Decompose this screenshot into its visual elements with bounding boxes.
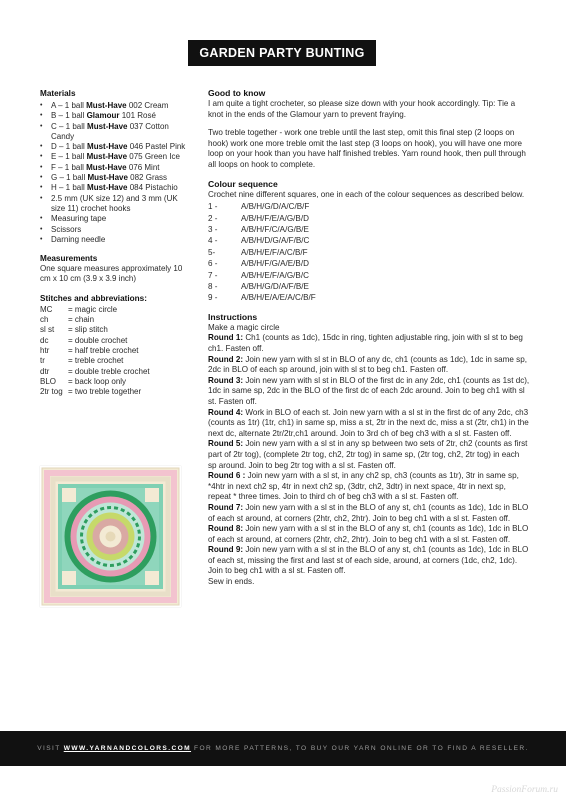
good-to-know-heading: Good to know	[208, 88, 266, 98]
colour-sequence: A/B/H/F/E/A/G/B/D	[241, 213, 309, 223]
round-label: Round 6 :	[208, 471, 246, 481]
abbreviations-heading: Stitches and abbreviations:	[40, 293, 147, 303]
colour-sequence-row	[208, 292, 316, 303]
round-label: Round 3:	[208, 375, 244, 385]
material-text: E – 1 ball	[51, 152, 87, 162]
page-title: GARDEN PARTY BUNTING	[188, 40, 376, 66]
left-column	[40, 88, 190, 397]
rounds-list	[208, 333, 530, 577]
material-item	[40, 152, 190, 162]
footer-tagline: FOR MORE PATTERNS, TO BUY OUR YARN ONLINE OR TO FIND A RESELLER.	[194, 745, 529, 752]
measurements-heading: Measurements	[40, 254, 98, 264]
material-item	[40, 235, 190, 245]
abbreviation-key: dc	[40, 335, 49, 345]
colour-sequence: A/B/H/D/G/A/F/B/C	[241, 236, 310, 246]
yarn-brand: Must-Have	[87, 183, 128, 193]
colour-sequence-row	[208, 281, 316, 292]
colour-sequence-row	[208, 247, 316, 258]
round-instruction	[208, 503, 530, 524]
material-text: D – 1 ball	[51, 142, 88, 152]
material-text: 2.5 mm (UK size 12) and 3 mm (UK size 11) crochet hooks	[51, 193, 178, 213]
colour-sequence-row	[208, 224, 316, 235]
round-text: Join new yarn with a sl st in any sp between two sets of 2tr, ch2 (counts as first part of 2tr tog), (complete 2tr tog, ch2, 2tr tog) in same sp, (2tr tog, ch2, 2tr tog) in each sp around. Join to beg 2tr tog with a sl st. Fasten off.	[208, 439, 528, 470]
colour-sequence-table	[208, 201, 316, 304]
footer-visit-text: VISIT	[37, 745, 61, 752]
material-item	[40, 122, 190, 143]
colour-sequence: A/B/H/E/A/E/A/C/B/F	[241, 293, 316, 303]
round-label: Round 5:	[208, 439, 244, 449]
yarn-colour: 046 Pastel Pink	[127, 142, 186, 152]
round-instruction	[208, 524, 530, 545]
round-label: Round 2:	[208, 354, 244, 364]
abbreviation-meaning: = chain	[68, 315, 95, 325]
round-text: Join new yarn with sl st in BLO of any dc, ch1 (counts as 1dc), 1dc in same sp, 2dc in BLO of each sp around, join with sl st to beg ch1. Fasten off.	[208, 354, 527, 375]
good-to-know-tip: I am quite a tight crocheter, so please size down with your hook accordingly. Tip: Tie a knot in the ends of the Glamour yarn to prevent fraying.	[208, 99, 516, 119]
square-number: 8 -	[208, 282, 218, 291]
abbreviation-row	[40, 387, 150, 397]
yarn-colour: 082 Grass	[127, 173, 168, 183]
colour-sequence: A/B/H/G/D/A/F/B/E	[241, 282, 309, 291]
round-text: Work in BLO of each st. Join new yarn with a sl st in the first dc of any 2dc, ch3 (counts as 1tr) (1tr, ch1) in same sp, miss a st, 2tr in the next dc, miss a st (2tr, ch1) in the next dc, alternate 2tr/2tr,ch1 around. Join to 3rd ch of beg ch3 with a sl st. Fasten off.	[208, 407, 529, 438]
abbreviation-key: tr	[40, 356, 45, 366]
material-text: F – 1 ball	[51, 162, 87, 172]
round-label: Round 7:	[208, 502, 244, 512]
two-treble-together-note: Two treble together - work one treble until the last step, omit this final step (2 loops on hook) work one more treble omit the last step (3 loops on hook), you will have one more loop on your hook than you have half finished trebles. Yarn round hook, then pull through all loops on hook to complete.	[208, 128, 526, 169]
colour-sequence: A/B/H/F/C/A/G/B/E	[241, 224, 309, 234]
abbreviation-row	[40, 377, 150, 387]
abbreviation-row	[40, 356, 150, 366]
material-item	[40, 142, 190, 152]
yarn-colour: 084 Pistachio	[127, 183, 178, 193]
square-number: 2 -	[208, 213, 218, 223]
square-number: 3 -	[208, 224, 218, 234]
round-label: Round 9:	[208, 545, 244, 555]
yarn-brand: Must-Have	[87, 142, 128, 152]
abbreviation-key: htr	[40, 345, 50, 355]
material-text: Scissors	[51, 224, 82, 234]
website-link[interactable]: WWW.YARNANDCOLORS.COM	[63, 745, 192, 752]
abbreviation-row	[40, 325, 150, 335]
material-text: A – 1 ball	[51, 101, 87, 110]
colour-sequence: A/B/H/G/D/A/C/B/F	[241, 202, 310, 212]
square-number: 1 -	[208, 202, 218, 212]
colour-sequence-row	[208, 258, 316, 269]
abbreviation-meaning: = two treble together	[68, 387, 142, 397]
material-item	[40, 194, 190, 215]
abbreviation-meaning: = double crochet	[68, 335, 128, 345]
yarn-brand: Glamour	[86, 111, 120, 121]
round-label: Round 8:	[208, 524, 244, 534]
square-number: 5-	[208, 247, 216, 257]
round-text: Join new yarn with a sl st in the BLO of any st, ch1 (counts as 1dc), 1dc in BLO of each st, missing the first and last st of each side, around, at corners (1dc, ch2, 1dc). Join to beg ch1 with a sl st. Fasten off.	[208, 545, 529, 576]
yarn-brand: Must-Have	[87, 173, 128, 183]
colour-sequence: A/B/H/F/G/A/E/B/D	[241, 259, 309, 269]
yarn-brand: Must-Have	[87, 121, 128, 131]
round-instruction	[208, 376, 530, 408]
footer-bar	[0, 731, 566, 766]
instructions-intro: Make a magic circle	[208, 322, 280, 332]
round-instruction	[208, 439, 530, 471]
round-instruction	[208, 545, 530, 577]
material-item	[40, 225, 190, 235]
abbreviation-row	[40, 346, 150, 356]
material-text: B – 1 ball	[51, 111, 87, 121]
abbreviations-table	[40, 305, 150, 398]
materials-heading: Materials	[40, 89, 76, 98]
abbreviation-meaning: = treble crochet	[68, 356, 124, 366]
measurements-text: One square measures approximately 10 cm x 10 cm (3.9 x 3.9 inch)	[40, 264, 183, 284]
abbreviation-row	[40, 305, 150, 315]
crochet-square-photo	[40, 466, 181, 607]
abbreviation-row	[40, 315, 150, 325]
colour-sequence-row	[208, 235, 316, 246]
square-number: 9 -	[208, 293, 218, 303]
granny-square-illustration	[40, 466, 181, 607]
material-text: C – 1 ball	[51, 121, 88, 131]
round-instruction	[208, 355, 530, 376]
material-item	[40, 163, 190, 173]
abbreviation-row	[40, 336, 150, 346]
abbreviation-key: dtr	[40, 366, 50, 376]
round-label: Round 4:	[208, 407, 244, 417]
yarn-brand: Must-Have	[86, 152, 128, 162]
round-instruction	[208, 471, 530, 503]
abbreviation-key: MC	[40, 304, 53, 314]
colour-sequence-row	[208, 270, 316, 281]
abbreviation-row	[40, 367, 150, 377]
yarn-colour: 101 Rosé	[119, 111, 156, 121]
yarn-colour: 002 Cream	[126, 101, 169, 110]
abbreviation-key: sl st	[40, 325, 55, 335]
abbreviation-meaning: = half treble crochet	[68, 345, 139, 355]
material-text: Darning needle	[51, 234, 106, 244]
colour-sequence-row	[208, 201, 316, 212]
round-text: Join new yarn with sl st in BLO of the first dc in any 2dc, ch1 (counts as 1st dc), 1dc in same sp, 2dc in the BLO of the first dc of each 2dc around. Join to beg ch1 with sl st. Fasten off.	[208, 375, 530, 406]
right-column	[208, 88, 530, 588]
material-text: Measuring tape	[51, 214, 107, 224]
abbreviation-meaning: = double treble crochet	[68, 366, 150, 376]
material-item	[40, 183, 190, 193]
instructions-outro: Sew in ends.	[208, 577, 255, 587]
round-text: Join new yarn with a sl st in the BLO of any st, ch1 (counts as 1dc), 1dc in BLO of each st around, at corners (2htr, ch2, 2htr). Join to beg ch1 with a sl st. Fasten off.	[208, 524, 529, 544]
colour-sequence: A/B/H/E/F/A/G/B/C	[241, 270, 309, 280]
abbreviation-meaning: = magic circle	[68, 304, 118, 314]
material-item	[40, 111, 190, 121]
round-text: Join new yarn with a sl st, in any ch2 sp, ch3 (counts as 1tr), 3tr in same sp, *4htr in next ch2 sp, 4tr in next ch2 sp, (3dtr, ch2, 3dtr) in next space, 4tr in next sp, repeat * three times. Join to third ch of beg ch3 with a sl st. Fasten off.	[208, 471, 519, 502]
yarn-brand: Must-Have	[86, 101, 127, 110]
yarn-colour: 037 Cotton Candy	[51, 121, 169, 141]
round-instruction	[208, 408, 530, 440]
abbreviation-meaning: = slip stitch	[68, 325, 108, 335]
material-item	[40, 214, 190, 224]
yarn-colour: 076 Mint	[126, 162, 160, 172]
round-label: Round 1:	[208, 333, 244, 343]
square-number: 6 -	[208, 259, 218, 269]
round-instruction	[208, 333, 530, 354]
abbreviation-key: BLO	[40, 376, 57, 386]
material-item	[40, 101, 190, 111]
yarn-colour: 075 Green Ice	[127, 152, 180, 162]
instructions-heading: Instructions	[208, 311, 258, 322]
materials-list	[40, 101, 190, 245]
yarn-brand: Must-Have	[86, 162, 127, 172]
colour-sequence: A/B/H/E/F/A/C/B/F	[241, 247, 308, 257]
round-text: Join new yarn with a sl st in the BLO of any st, ch1 (counts as 1dc), 1dc in BLO of each st around, at corners (2htr, ch2, 2htr). Join to beg ch1 with a sl st. Fasten off.	[208, 502, 529, 523]
abbreviation-key: 2tr tog	[40, 387, 63, 397]
watermark: PassionForum.ru	[491, 785, 558, 795]
material-text: G – 1 ball	[51, 173, 88, 183]
colour-sequence-heading: Colour sequence	[208, 178, 278, 189]
square-number: 4 -	[208, 236, 218, 246]
material-text: H – 1 ball	[51, 183, 88, 193]
abbreviation-meaning: = back loop only	[68, 376, 127, 386]
colour-sequence-row	[208, 213, 316, 224]
colour-sequence-intro: Crochet nine different squares, one in each of the colour sequences as described below.	[208, 189, 525, 199]
abbreviation-key: ch	[40, 315, 49, 325]
material-item	[40, 173, 190, 183]
round-text: Ch1 (counts as 1dc), 15dc in ring, tighten adjustable ring, join with sl st to beg ch1. Fasten off.	[208, 333, 523, 353]
square-number: 7 -	[208, 270, 218, 280]
